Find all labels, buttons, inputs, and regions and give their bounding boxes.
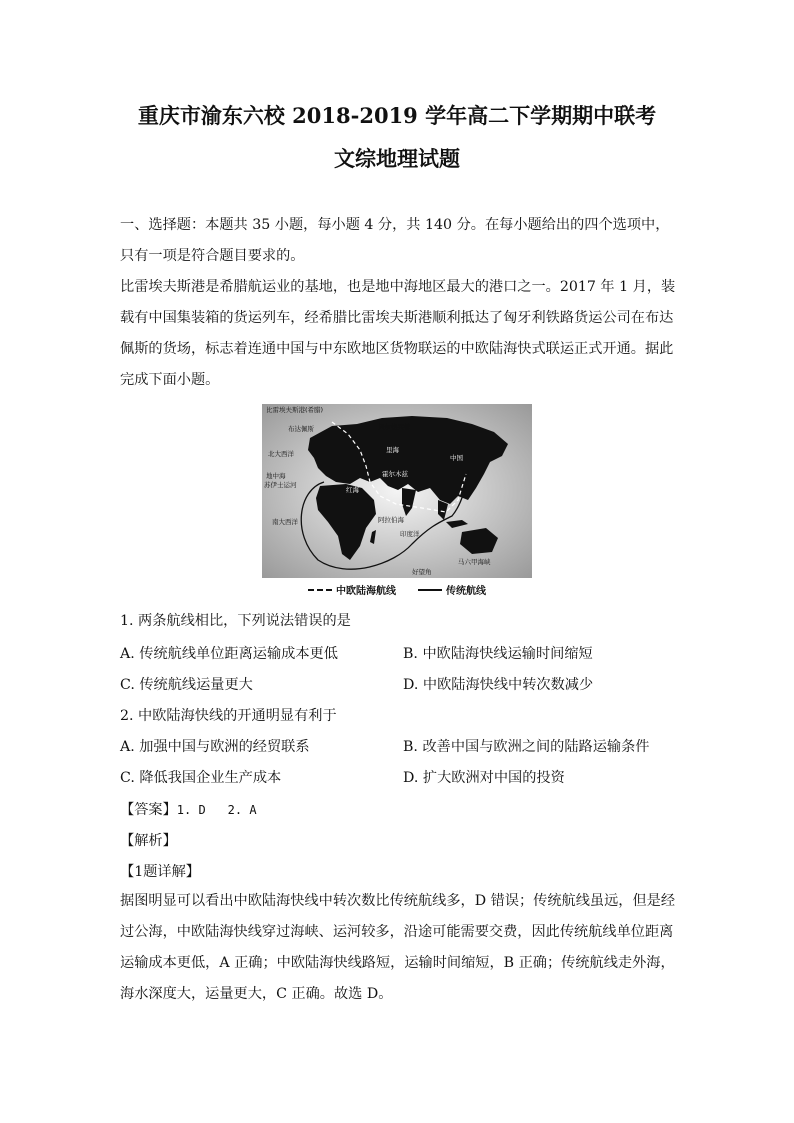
question-1-option-b: B. 中欧陆海快线运输时间缩短 <box>403 646 593 662</box>
label-piraeus: 比雷埃夫斯港(希腊) <box>266 406 324 414</box>
legend-item-land-sea <box>308 582 396 597</box>
label-china: 中国 <box>450 454 463 462</box>
label-arabian-sea: 阿拉伯海 <box>378 516 404 524</box>
label-hormuz: 霍尔木兹 <box>382 470 408 478</box>
answer-label: 【答案】 <box>120 802 177 818</box>
label-belgrade: 贝尔格莱德 <box>378 423 411 431</box>
label-south-atlantic: 南大西洋 <box>272 518 298 526</box>
analysis-detail-label: 【1题详解】 <box>120 864 200 880</box>
route-map-figure <box>262 404 532 578</box>
question-2-option-d: D. 扩大欧洲对中国的投资 <box>403 770 565 786</box>
question-2-stem: 2. 中欧陆海快线的开通明显有利于 <box>120 708 337 724</box>
answer-line <box>120 799 257 819</box>
answer-q1: 1. D <box>176 803 206 817</box>
label-malacca: 马六甲海峡 <box>458 558 491 566</box>
question-2-option-c: C. 降低我国企业生产成本 <box>120 770 282 786</box>
label-indian-ocean: 印度洋 <box>400 530 420 538</box>
question-1-stem: 1. 两条航线相比，下列说法错误的是 <box>120 613 351 629</box>
legend-solid-label: 传统航线 <box>446 586 486 597</box>
map-legend <box>262 582 532 597</box>
answer-q2: 2. A <box>227 803 257 817</box>
page-title: 重庆市渝东六校 2018-2019 学年高二下学期期中联考 <box>137 103 657 128</box>
question-1-option-d: D. 中欧陆海快线中转次数减少 <box>403 677 594 693</box>
label-budapest: 布达佩斯 <box>288 425 314 433</box>
label-caspian: 里海 <box>386 446 399 454</box>
question-1-option-c: C. 传统航线运量更大 <box>120 677 253 693</box>
label-suez: 苏伊士运河 <box>264 481 297 489</box>
legend-dashed-swatch <box>308 589 332 591</box>
label-mediterranean: 地中海 <box>266 472 286 480</box>
question-2-option-a: A. 加强中国与欧洲的经贸联系 <box>120 739 310 755</box>
section-intro: 一、选择题：本题共 35 小题，每小题 4 分，共 140 分。在每小题给出的四个选项中，只有一项是符合题目要求的。 <box>120 217 670 264</box>
label-red-sea: 红海 <box>346 486 359 494</box>
reading-passage: 比雷埃夫斯港是希腊航运业的基地，也是地中海地区最大的港口之一。2017 年 1 月，装载有中国集装箱的货运列车，经希腊比雷埃夫斯港顺利抵达了匈牙利铁路货运公司在布达佩斯的货场，标志着连通中国与中东欧地区货物联运的中欧陆海快式联运正式开通。据此完成下面小题。 <box>120 279 676 388</box>
question-1-option-a: A. 传统航线单位距离运输成本更低 <box>120 646 338 662</box>
analysis-text: 据图明显可以看出中欧陆海快线中转次数比传统航线多，D 错误；传统航线虽远，但是经过公海，中欧陆海快线穿过海峡、运河较多，沿途可能需要交费，因此传统航线单位距离运输成本更低，A 正确；中欧陆海快线路短，运输时间缩短，B 正确；传统航线走外海，海水深度大，运量更大，C 正确。故选 D。 <box>120 893 676 1002</box>
page-subtitle: 文综地理试题 <box>334 146 460 171</box>
analysis-label: 【解析】 <box>120 833 177 849</box>
legend-dashed-label: 中欧陆海航线 <box>336 586 396 597</box>
question-2-option-b: B. 改善中国与欧洲之间的陆路运输条件 <box>403 739 650 755</box>
label-cape: 好望角 <box>412 568 432 576</box>
label-north-atlantic: 北大西洋 <box>268 450 294 458</box>
legend-item-traditional <box>418 582 486 597</box>
legend-solid-swatch <box>418 589 442 591</box>
